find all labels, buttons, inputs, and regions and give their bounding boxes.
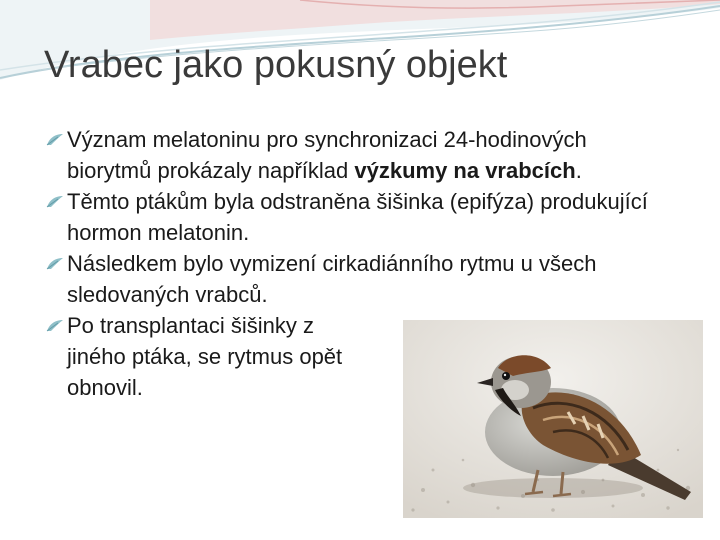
bullet-item <box>46 310 367 403</box>
feather-bullet-icon <box>46 319 64 333</box>
bullet-text: Po transplantaci šišinky z jiného ptáka, se rytmus opět obnovil. <box>67 313 343 400</box>
feather-bullet-icon <box>46 195 64 209</box>
bullet-item <box>46 124 666 186</box>
bullet-item <box>46 186 666 248</box>
bullet-item <box>46 248 666 310</box>
bullet-text-end: . <box>575 158 582 183</box>
feather-bullet-icon <box>46 257 64 271</box>
bullet-bold-text: výzkumy na vrabcích <box>354 158 576 183</box>
bullet-text: Význam melatoninu pro synchronizaci 24-hodinových biorytmů prokázaly například <box>67 127 587 183</box>
slide-title: Vrabec jako pokusný objekt <box>44 44 508 86</box>
bullet-text: Těmto ptákům byla odstraněna šišinka (epifýza) produkující hormon melatonin. <box>67 189 648 245</box>
bullet-text: Následkem bylo vymizení cirkadiánního rytmu u všech sledovaných vrabců. <box>67 251 597 307</box>
house-sparrow-photo <box>403 320 703 518</box>
feather-bullet-icon <box>46 133 64 147</box>
